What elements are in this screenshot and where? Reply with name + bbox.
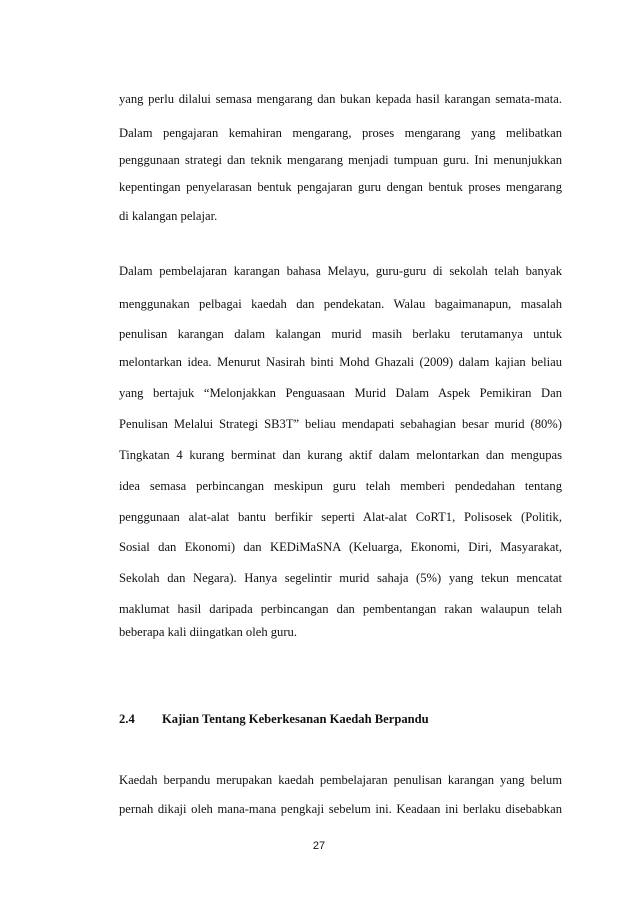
paragraph2-line: beberapa kali diingatkan oleh guru. [119, 625, 297, 639]
paragraph2-line: menggunakan pelbagai kaedah dan pendekatan. Walau bagaimanapun, masalah [119, 297, 562, 311]
paragraph3-line: pernah dikaji oleh mana-mana pengkaji sebelum ini. Keadaan ini berlaku disebabkan [119, 802, 562, 816]
paragraph1-line: di kalangan pelajar. [119, 209, 218, 223]
paragraph2-line: penulisan karangan dalam kalangan murid masih berlaku terutamanya untuk [119, 327, 562, 341]
paragraph1-line: kepentingan penyelarasan bentuk pengajaran guru dengan bentuk proses mengarang [119, 180, 562, 194]
paragraph2-line: maklumat hasil daripada perbincangan dan pembentangan rakan walaupun telah [119, 602, 562, 616]
paragraph2-line: Sosial dan Ekonomi) dan KEDiMaSNA (Keluarga, Ekonomi, Diri, Masyarakat, [119, 540, 562, 554]
paragraph2-line: Penulisan Melalui Strategi SB3T” beliau mendapati sebahagian besar murid (80%) [119, 417, 562, 431]
paragraph3-line: Kaedah berpandu merupakan kaedah pembelajaran penulisan karangan yang belum [119, 773, 562, 787]
paragraph1-line: Dalam pengajaran kemahiran mengarang, proses mengarang yang melibatkan [119, 126, 562, 140]
paragraph1-line: penggunaan strategi dan teknik mengarang menjadi tumpuan guru. Ini menunjukkan [119, 153, 562, 167]
paragraph1-line: yang perlu dilalui semasa mengarang dan bukan kepada hasil karangan semata-mata. [119, 92, 562, 106]
section-title: Kajian Tentang Keberkesanan Kaedah Berpandu [162, 712, 429, 726]
paragraph2-line: penggunaan alat-alat bantu berfikir seperti Alat-alat CoRT1, Polisosek (Politik, [119, 510, 562, 524]
paragraph2-line: Dalam pembelajaran karangan bahasa Melayu, guru-guru di sekolah telah banyak [119, 264, 562, 278]
page-number: 27 [312, 840, 326, 852]
section-heading [119, 711, 429, 727]
paragraph2-line: Sekolah dan Negara). Hanya segelintir murid sahaja (5%) yang tekun mencatat [119, 571, 562, 585]
paragraph2-line: melontarkan idea. Menurut Nasirah binti Mohd Ghazali (2009) dalam kajian beliau [119, 355, 562, 369]
section-number: 2.4 [119, 712, 135, 726]
paragraph2-line: Tingkatan 4 kurang berminat dan kurang aktif dalam melontarkan dan mengupas [119, 448, 562, 462]
paragraph2-line: yang bertajuk “Melonjakkan Penguasaan Murid Dalam Aspek Pemikiran Dan [119, 386, 562, 400]
paragraph2-line: idea semasa perbincangan meskipun guru telah memberi pendedahan tentang [119, 479, 562, 493]
